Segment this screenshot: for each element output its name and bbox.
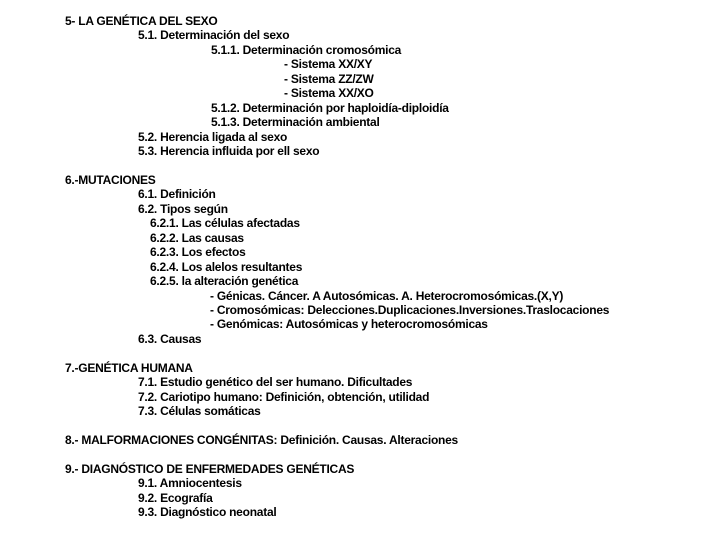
outline-item: 9.3. Diagnóstico neonatal	[138, 505, 277, 520]
outline-item: 7.3. Células somáticas	[138, 404, 261, 419]
outline-item: 6.3. Causas	[138, 331, 202, 346]
outline-item: 5.1.2. Determinación por haploidía-diploidía	[211, 100, 449, 115]
outline-item: 9.1. Amniocentesis	[138, 476, 242, 491]
outline-item: - Sistema XX/XO	[284, 86, 374, 101]
section-heading: 5- LA GENÉTICA DEL SEXO	[65, 14, 218, 28]
outline-item: 6.1. Definición	[138, 187, 216, 202]
outline-item: - Cromosómicas: Delecciones.Duplicaciones.Inversiones.Traslocaciones	[210, 303, 610, 317]
outline-item: 5.2. Herencia ligada al sexo	[138, 129, 288, 144]
outline-item: 6.2.2. Las causas	[150, 230, 244, 245]
outline-item: 6.2.1. Las células afectadas	[150, 216, 300, 231]
outline-item: 6.2.5. la alteración genética	[150, 274, 299, 289]
outline-item: 7.2. Cariotipo humano: Definición, obtención, utilidad	[138, 389, 430, 404]
outline-item: 5.1. Determinación del sexo	[138, 28, 290, 43]
outline-item: 6.2.3. Los efectos	[150, 245, 246, 260]
outline-item: - Sistema XX/XY	[284, 57, 373, 72]
section-heading: 6.-MUTACIONES	[65, 172, 156, 187]
outline-item: 9.2. Ecografía	[138, 490, 213, 505]
outline-item: 7.1. Estudio genético del ser humano. Dificultades	[138, 375, 413, 390]
outline-item: 5.3. Herencia influida por ell sexo	[138, 144, 320, 159]
outline-item: 6.2.4. Los alelos resultantes	[150, 259, 303, 274]
outline-item: - Sistema ZZ/ZW	[284, 71, 374, 86]
section-heading: 7.-GENÉTICA HUMANA	[65, 360, 193, 375]
outline-item: - Genómicas: Autosómicas y heterocromosómicas	[210, 317, 488, 332]
section-heading: 8.- MALFORMACIONES CONGÉNITAS: Definición. Causas. Alteraciones	[65, 433, 458, 448]
outline-item: - Génicas. Cáncer. A Autosómicas. A. Heterocromosómicas.(X,Y)	[210, 288, 564, 303]
outline-item: 6.2. Tipos según	[138, 201, 228, 216]
section-heading: 9.- DIAGNÓSTICO DE ENFERMEDADES GENÉTICAS	[65, 461, 355, 476]
outline-item: 5.1.1. Determinación cromosómica	[211, 42, 402, 57]
outline-item: 5.1.3. Determinación ambiental	[211, 115, 380, 130]
